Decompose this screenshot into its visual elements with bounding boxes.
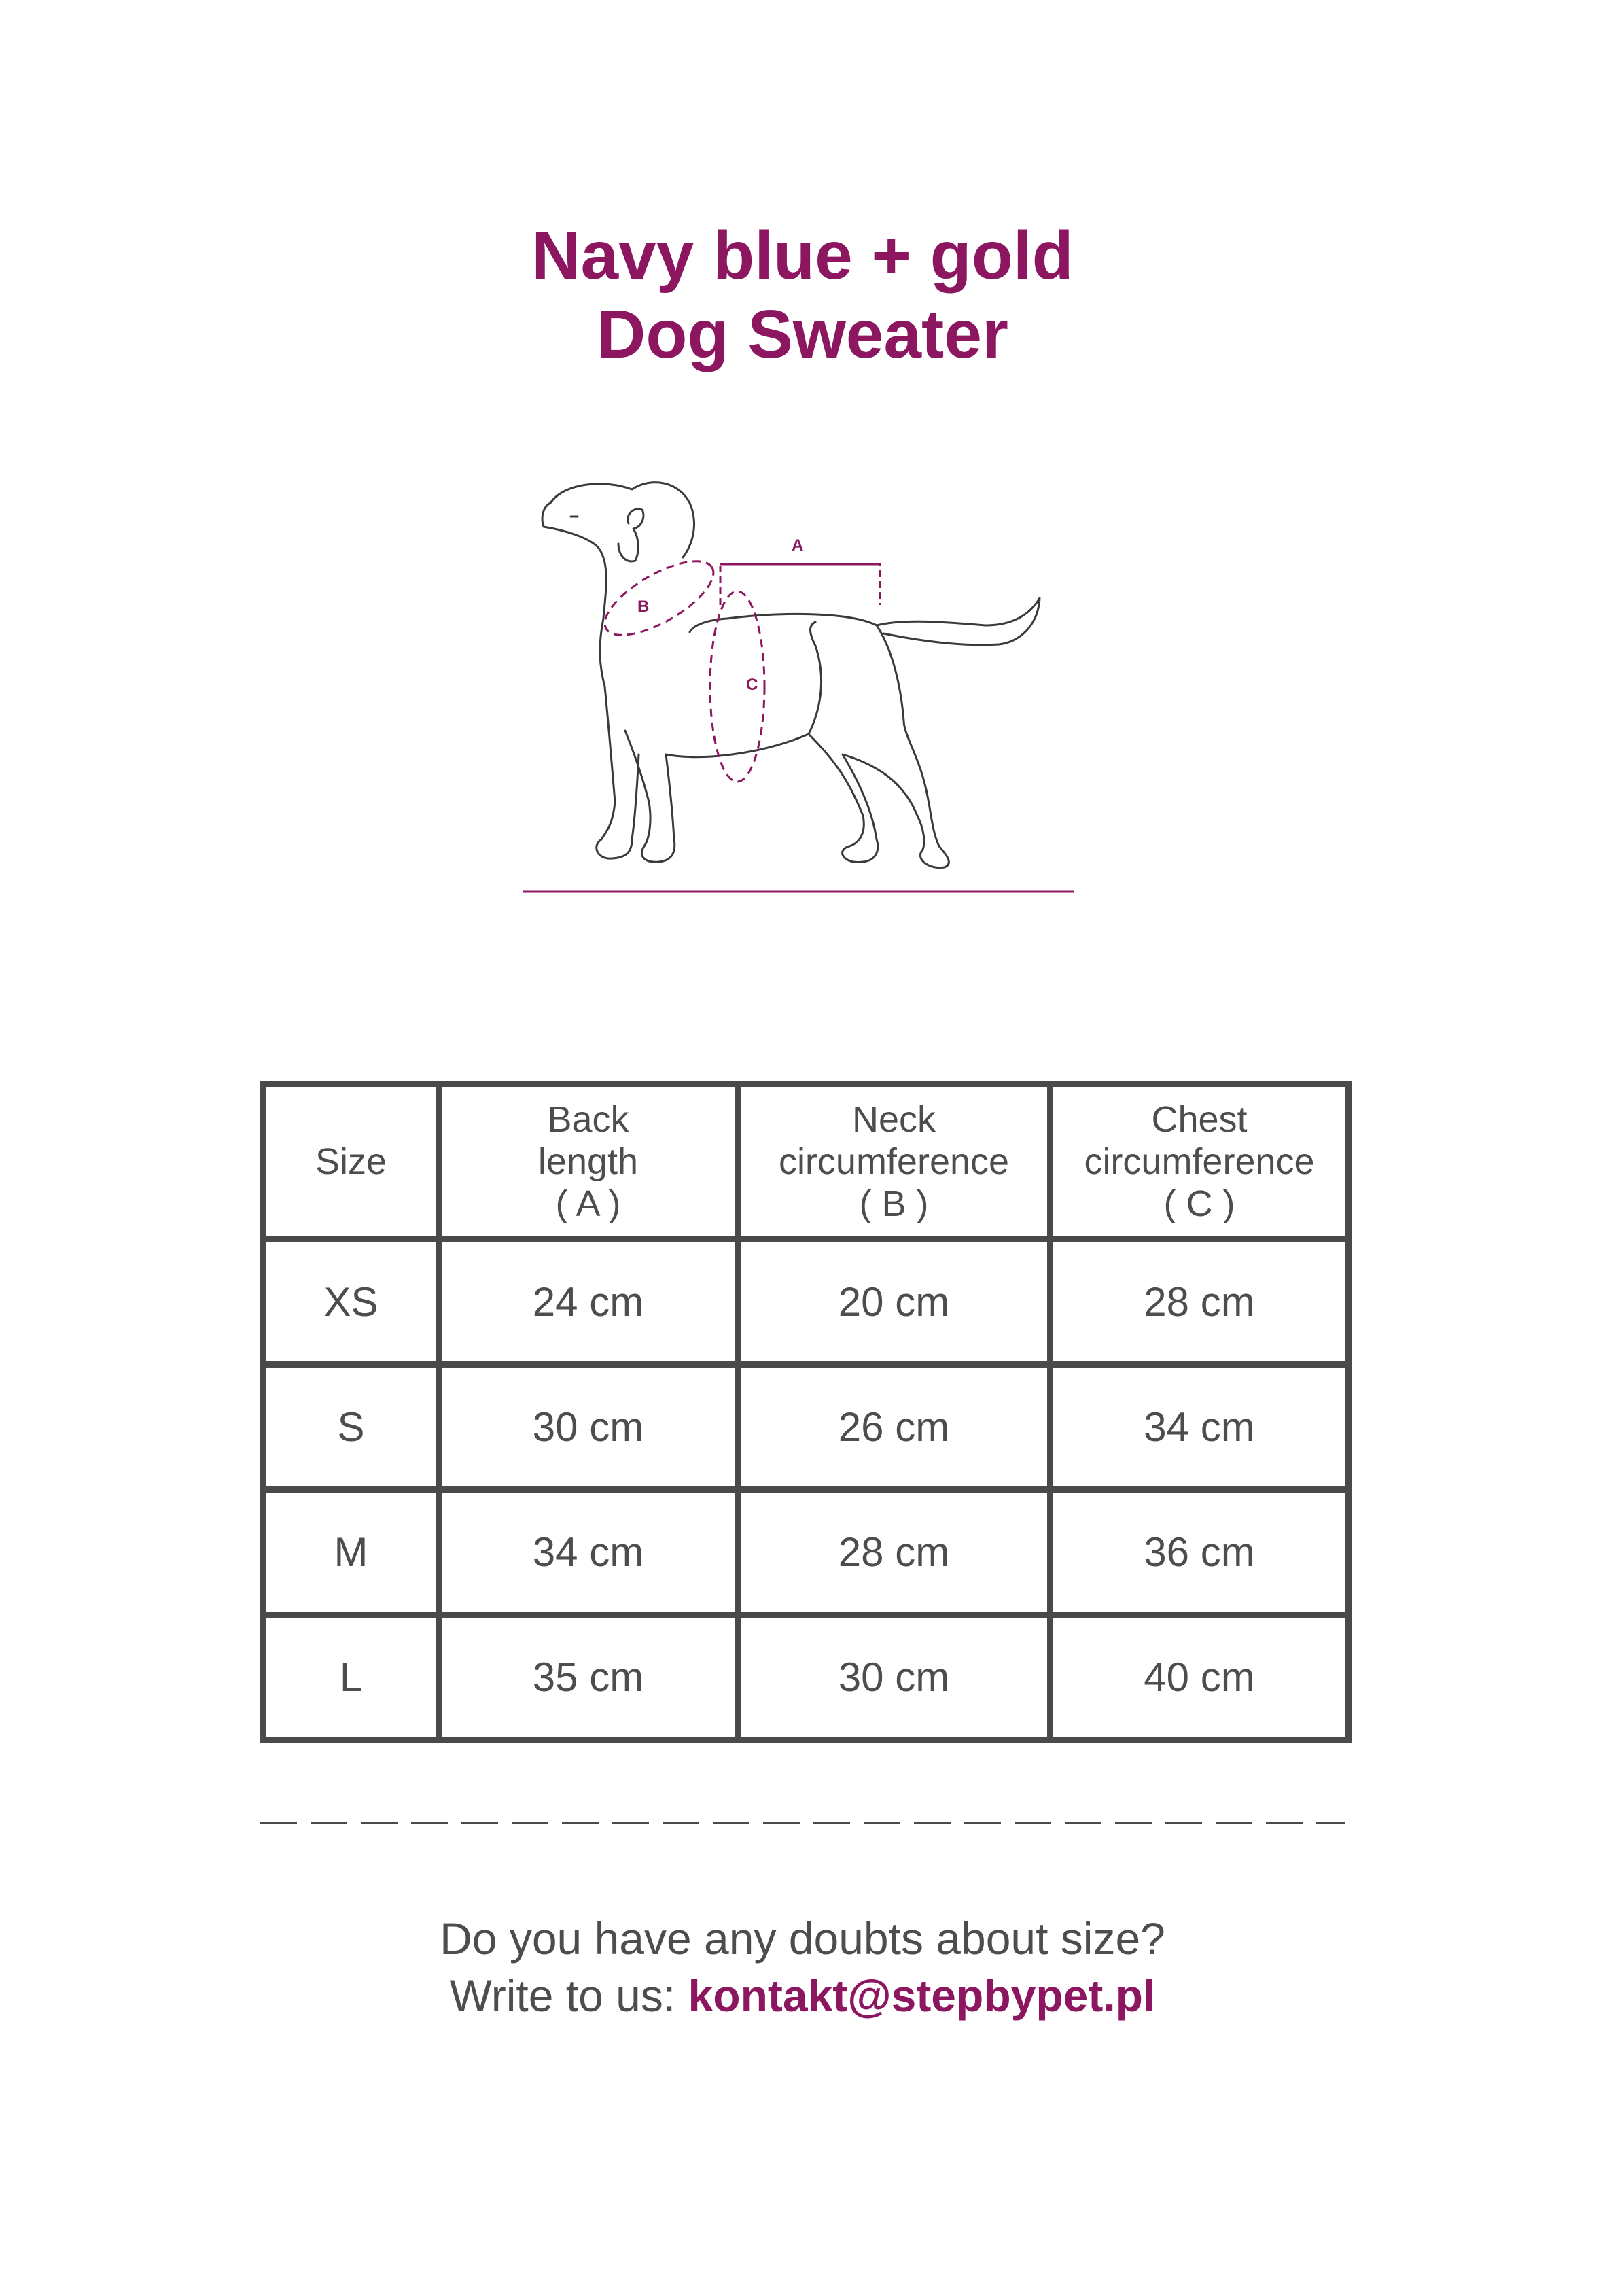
cell-chest: 36 cm bbox=[1051, 1490, 1349, 1615]
table-row bbox=[264, 1240, 1349, 1365]
label-b: B bbox=[637, 597, 650, 616]
cell-back-length: 35 cm bbox=[439, 1615, 738, 1740]
cell-size: XS bbox=[264, 1240, 439, 1365]
table-row bbox=[264, 1365, 1349, 1490]
header-back-length-line-2: length bbox=[537, 1141, 639, 1182]
cell-back-length: 30 cm bbox=[439, 1365, 738, 1490]
header-size bbox=[264, 1084, 439, 1240]
header-neck-line-3: ( B ) bbox=[859, 1183, 929, 1224]
header-back-length-line-3: ( A ) bbox=[555, 1183, 621, 1224]
cell-neck: 28 cm bbox=[738, 1490, 1051, 1615]
footer-contact bbox=[0, 1967, 1605, 2024]
cell-chest: 28 cm bbox=[1051, 1240, 1349, 1365]
header-neck-line-2: circumference bbox=[778, 1141, 1010, 1182]
footer bbox=[0, 1910, 1605, 2024]
header-neck-line-1: Neck bbox=[851, 1099, 936, 1140]
cell-size: L bbox=[264, 1615, 439, 1740]
title-line-2: Dog Sweater bbox=[597, 296, 1008, 372]
footer-question: Do you have any doubts about size? bbox=[440, 1913, 1165, 1964]
header-chest-line-2: circumference bbox=[1084, 1141, 1315, 1182]
cell-neck: 30 cm bbox=[738, 1615, 1051, 1740]
cell-back-length: 24 cm bbox=[439, 1240, 738, 1365]
neck-circumference-ellipse bbox=[595, 547, 724, 650]
size-table bbox=[260, 1081, 1352, 1743]
label-a: A bbox=[792, 536, 804, 555]
cell-neck: 26 cm bbox=[738, 1365, 1051, 1490]
title-line-1: Navy blue + gold bbox=[531, 218, 1074, 294]
header-back-length bbox=[439, 1084, 738, 1240]
cell-back-length: 34 cm bbox=[439, 1490, 738, 1615]
header-size-label: Size bbox=[315, 1141, 387, 1182]
table-header-row bbox=[264, 1084, 1349, 1240]
table-row bbox=[264, 1615, 1349, 1740]
dashed-divider bbox=[260, 1816, 1345, 1830]
table-row bbox=[264, 1490, 1349, 1615]
cell-size: S bbox=[264, 1365, 439, 1490]
label-c: C bbox=[746, 676, 758, 694]
dog-measurement-diagram bbox=[523, 462, 1135, 924]
header-neck bbox=[738, 1084, 1051, 1240]
header-chest-line-3: ( C ) bbox=[1163, 1183, 1235, 1224]
cell-chest: 34 cm bbox=[1051, 1365, 1349, 1490]
header-back-length-line-1: Back bbox=[547, 1099, 629, 1140]
contact-email-link[interactable]: kontakt@stepbypet.pl bbox=[688, 1970, 1156, 2021]
header-chest-line-1: Chest bbox=[1151, 1099, 1248, 1140]
cell-chest: 40 cm bbox=[1051, 1615, 1349, 1740]
cell-neck: 20 cm bbox=[738, 1240, 1051, 1365]
back-length-bracket bbox=[720, 564, 880, 605]
page-title bbox=[0, 216, 1605, 374]
cell-size: M bbox=[264, 1490, 439, 1615]
footer-write-prefix: Write to us: bbox=[449, 1970, 688, 2021]
header-chest bbox=[1051, 1084, 1349, 1240]
